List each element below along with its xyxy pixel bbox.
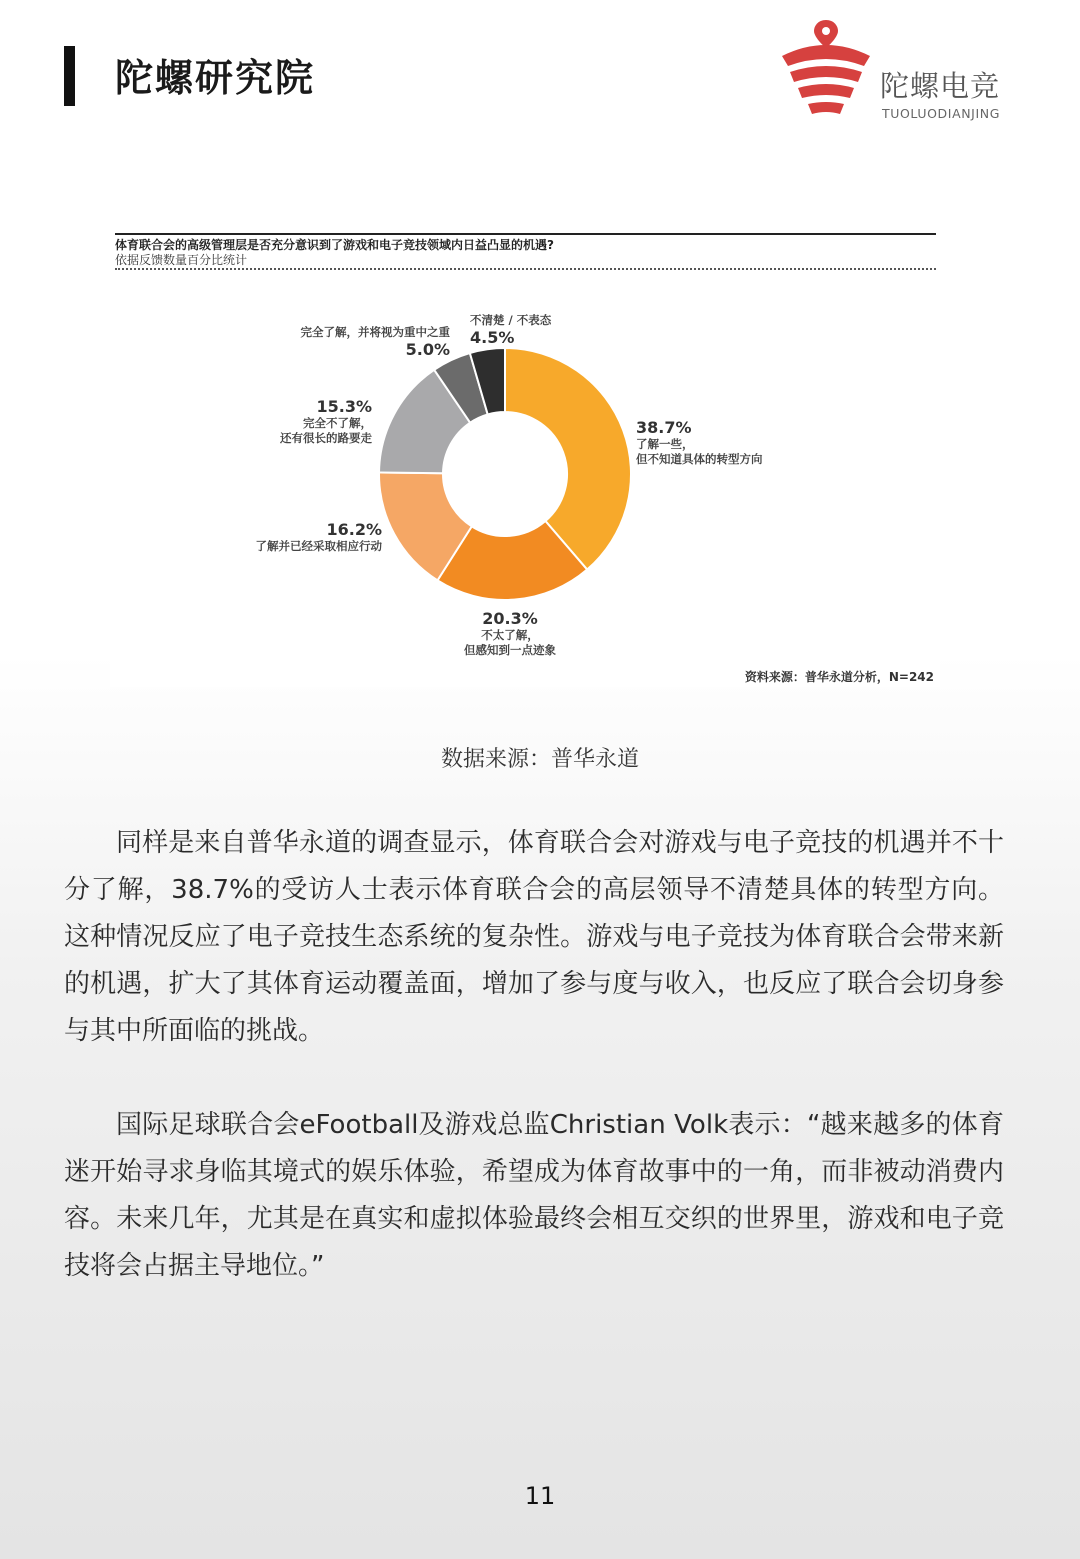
header-title: 陀螺研究院 bbox=[115, 56, 316, 100]
slice-text-line2: 但不知道具体的转型方向 bbox=[636, 452, 763, 466]
slice-pct: 20.3% bbox=[482, 609, 538, 628]
slice-text-line1: 不清楚 / 不表态 bbox=[470, 313, 552, 327]
brand-logo bbox=[778, 18, 1018, 122]
chart-source-note: 资料来源：普华永道分析，N=242 bbox=[744, 670, 934, 684]
slice-label-1 bbox=[460, 609, 560, 658]
logo-mark-icon bbox=[778, 18, 878, 122]
slice-pct: 4.5% bbox=[470, 328, 515, 347]
chart-figure bbox=[110, 225, 940, 687]
slice-pct: 16.2% bbox=[326, 520, 382, 539]
slice-label-5 bbox=[470, 313, 551, 347]
slice-label-0 bbox=[636, 418, 763, 467]
slice-label-3 bbox=[242, 397, 372, 446]
slice-pct: 38.7% bbox=[636, 418, 692, 437]
chart-subtitle: 依据反馈数量百分比统计 bbox=[115, 253, 248, 267]
body-paragraph-1: 同样是来自普华永道的调查显示，体育联合会对游戏与电子竞技的机遇并不十分了解，38.7%的受访人士表示体育联合会的高层领导不清楚具体的转型方向。这种情况反应了电子竞技生态系统的复杂性。游戏与电子竞技为体育联合会带来新的机遇，扩大了其体育运动覆盖面，增加了参与度与收入，也反应了联合会切身参与其中所面临的挑战。 bbox=[64, 828, 1004, 1046]
slice-label-4 bbox=[260, 325, 450, 359]
logo-text-en: TUOLUODIANJING bbox=[882, 106, 1000, 121]
slice-text-line1: 了解一些， bbox=[636, 437, 694, 451]
slice-text-line1: 不太了解， bbox=[481, 628, 539, 642]
page-number: 11 bbox=[524, 1482, 556, 1510]
body-paragraph-2: 国际足球联合会eFootball及游戏总监Christian Volk表示：“越来越多的体育迷开始寻求身临其境式的娱乐体验，希望成为体育故事中的一角，而非被动消费内容。未来几年，尤其是在真实和虚拟体验最终会相互交织的世界里，游戏和电子竞技将会占据主导地位。” bbox=[64, 1110, 1004, 1281]
slice-text-line2: 但感知到一点迹象 bbox=[464, 643, 556, 657]
slice-text-line1: 了解并已经采取相应行动 bbox=[255, 539, 382, 553]
slice-text-line2: 还有很长的路要走 bbox=[280, 431, 372, 445]
slice-label-2 bbox=[222, 520, 382, 554]
figure-caption: 数据来源：普华永道 bbox=[440, 747, 639, 772]
chart-title: 体育联合会的高级管理层是否充分意识到了游戏和电子竞技领域内日益凸显的机遇? bbox=[115, 238, 554, 252]
slice-text-line1: 完全了解，并将视为重中之重 bbox=[300, 325, 450, 339]
slice-text-line1: 完全不了解， bbox=[303, 416, 372, 430]
header-accent-bar bbox=[64, 46, 75, 106]
slice-pct: 5.0% bbox=[405, 340, 450, 359]
logo-text-cn: 陀螺电竞 bbox=[880, 69, 1001, 103]
slice-pct: 15.3% bbox=[316, 397, 372, 416]
